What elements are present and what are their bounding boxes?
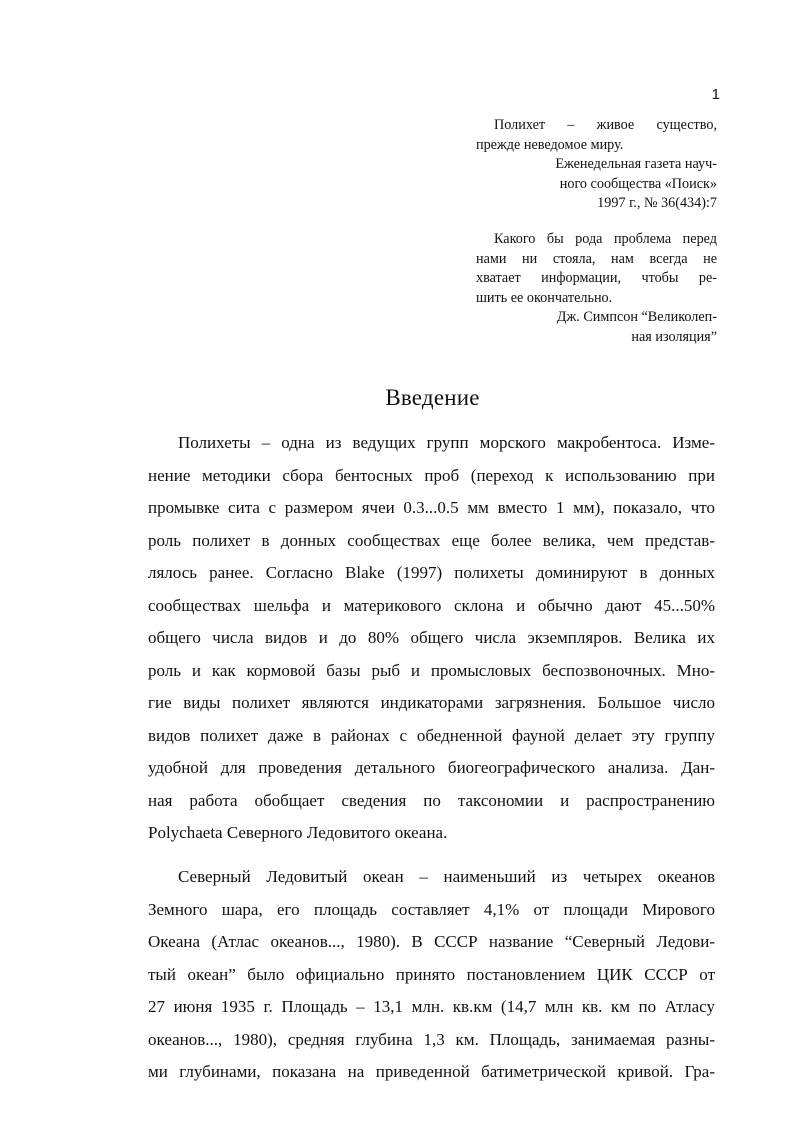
paragraph-line: лялось ранее. Согласно Blake (1997) полихеты доминируют в донных <box>148 563 715 582</box>
epigraph-source-line: ная изоляция” <box>631 328 717 345</box>
paragraph-polychaeta-intro <box>148 427 715 850</box>
epigraph-line: Полихет – живое существо, <box>494 117 717 133</box>
paragraph-line: 27 июня 1935 г. Площадь – 13,1 млн. кв.км (14,7 млн кв. км по Атласу <box>148 997 715 1016</box>
paragraph-line: роль полихет в донных сообществах еще более велика, чем представ- <box>148 530 715 550</box>
epigraph-line: хватает информации, чтобы ре- <box>476 270 717 287</box>
epigraph-line: прежде неведомое миру. <box>476 136 624 153</box>
paragraph-line: роль и как кормовой базы рыб и промысловых беспозвоночных. Мно- <box>148 660 715 680</box>
paragraph-line: удобной для проведения детального биогеографического анализа. Дан- <box>148 758 715 777</box>
epigraph-line: шить ее окончательно. <box>476 289 613 306</box>
paragraph-line: Северный Ледовитый океан – наименьший из четырех океанов <box>178 867 715 886</box>
paragraph-line: океанов..., 1980), средняя глубина 1,3 км. Площадь, занимаемая разны- <box>148 1029 715 1049</box>
epigraph-source-line: ного сообщества «Поиск» <box>559 175 717 192</box>
epigraph-source-line: Еженедельная газета науч- <box>555 156 717 173</box>
epigraph-poisk <box>476 116 717 214</box>
paragraph-line: Полихеты – одна из ведущих групп морского макробентоса. Изме- <box>178 433 715 452</box>
paragraph-line: Океана (Атлас океанов..., 1980). В СССР название “Северный Ледови- <box>148 932 715 951</box>
paragraph-line: промывке сита с размером ячеи 0.3...0.5 мм вместо 1 мм), показало, что <box>148 498 715 517</box>
epigraph-source-line: 1997 г., № 36(434):7 <box>597 195 717 212</box>
epigraph-line: нами ни стояла, нам всегда не <box>476 250 717 267</box>
page-number: 1 <box>711 86 720 103</box>
paragraph-line: сообществах шельфа и материкового склона и обычно дают 45...50% <box>148 595 715 615</box>
paragraph-line: тый океан” было официально принято постановлением ЦИК СССР от <box>148 964 715 984</box>
paragraph-line: гие виды полихет являются индикаторами загрязнения. Большое число <box>148 693 715 712</box>
epigraph-simpson <box>476 230 717 348</box>
paragraph-line: общего числа видов и до 80% общего числа экземпляров. Велика их <box>148 628 715 647</box>
paragraph-line: Polychaeta Северного Ледовитого океана. <box>148 823 448 842</box>
paragraph-line: ная работа обобщает сведения по таксономии и распространению <box>148 790 715 810</box>
paragraph-arctic-ocean <box>148 861 715 1089</box>
section-title: Введение <box>385 385 480 410</box>
paragraph-line: видов полихет даже в районах с обедненной фауной делает эту группу <box>148 725 715 745</box>
paragraph-line: Земного шара, его площадь составляет 4,1% от площади Мирового <box>148 899 715 919</box>
epigraph-line: Какого бы рода проблема перед <box>494 231 717 247</box>
paragraph-line: ми глубинами, показана на приведенной батиметрической кривой. Гра- <box>148 1062 715 1081</box>
paragraph-line: нение методики сбора бентосных проб (переход к использованию при <box>148 465 715 485</box>
epigraph-source-line: Дж. Симпсон “Великолеп- <box>556 309 717 326</box>
